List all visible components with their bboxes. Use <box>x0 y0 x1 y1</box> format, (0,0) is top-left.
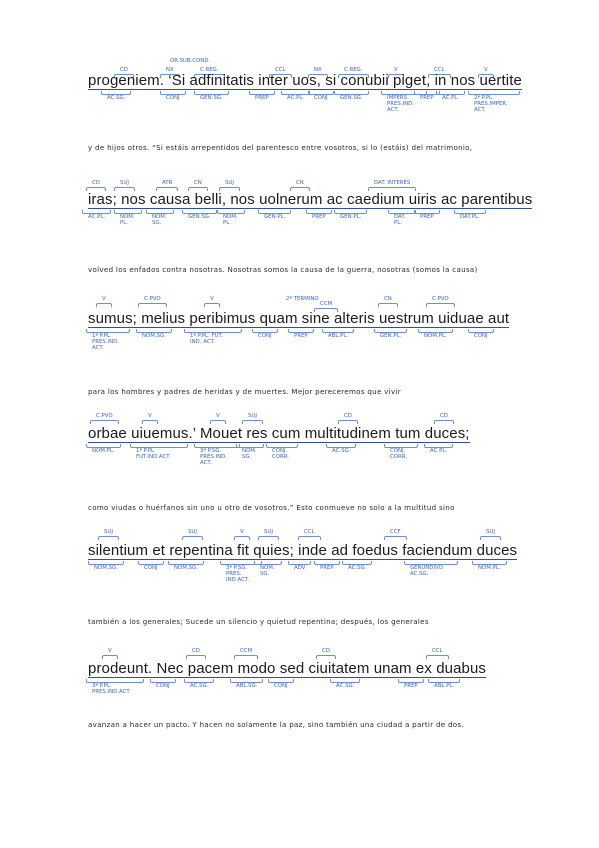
syntax-label: SUJ <box>486 529 495 535</box>
morph-label: CONJ. CORR. <box>272 448 292 460</box>
syntax-label: OR.SUB.COND. <box>170 58 211 64</box>
syntax-label: CD <box>344 413 352 419</box>
syntax-label: DAT. INTERÉS <box>374 180 411 186</box>
morph-label: CONJ <box>274 683 288 689</box>
spanish-translation: y de hijos otros. “Si estáis arrepentidos del parentesco entre vosotros, si lo (estáis) del matrimonio, <box>88 143 473 152</box>
morph-label: NOM.PL. <box>478 565 501 571</box>
latin-text-line <box>88 310 509 327</box>
morph-label: CONJ <box>144 565 158 571</box>
morph-label: IMPERS. PRES.IND. ACT. <box>387 95 421 113</box>
morph-label: NOM. PL. <box>120 214 135 226</box>
syntax-label: C.REG. <box>344 67 363 73</box>
morph-label: CONJ <box>474 333 488 339</box>
latin-sentence: prodeunt. Nec pacem modo sed ciuitatem unam ex duabus <box>88 660 487 677</box>
syntax-label: CCM <box>240 648 253 654</box>
morph-label: AC.SG. <box>332 448 351 454</box>
syntax-label: V <box>484 67 488 73</box>
morph-label: PREP <box>404 683 418 689</box>
syntax-label: CCL <box>304 529 315 535</box>
morph-label: NOM. SG. <box>152 214 167 226</box>
latin-text-line <box>88 72 522 89</box>
morph-label: NOM.SG. <box>174 565 198 571</box>
syntax-label: C.REG. <box>200 67 219 73</box>
morph-label: DAT. PL. <box>394 214 410 226</box>
syntax-label: C.PVO <box>144 296 161 302</box>
morph-label: CONJ. CORR. <box>390 448 412 460</box>
syntax-label: V <box>240 529 244 535</box>
morph-label: PREP <box>294 333 308 339</box>
morph-label: PREP <box>420 214 434 220</box>
syntax-label: CCM <box>320 301 333 307</box>
morph-label: NOM.SG. <box>142 333 166 339</box>
syntax-label: V <box>102 296 106 302</box>
syntax-label: SUJ <box>188 529 197 535</box>
syntax-label: CN <box>296 180 304 186</box>
syntax-label: SUJ <box>120 180 129 186</box>
syntax-label: CD <box>192 648 200 654</box>
morph-label: NOM. PL. <box>223 214 238 226</box>
morph-label: GEN.SG. <box>340 95 363 101</box>
morph-label: 2ª P.PL. PRES.IMPER. ACT. <box>474 95 514 113</box>
morph-label: AC.SG. <box>348 565 367 571</box>
morph-label: ABL.SG. <box>236 683 258 689</box>
latin-text-line <box>88 425 509 442</box>
morph-label: GEN.SG. <box>188 214 211 220</box>
syntax-label: V <box>108 648 112 654</box>
latin-sentence: iras; nos causa belli, nos uolnerum ac caedium uiris ac parentibus <box>88 191 533 208</box>
morph-label: NOM.PL. <box>92 448 115 454</box>
syntax-label: CCL <box>434 67 445 73</box>
morph-label: PREP <box>312 214 326 220</box>
syntax-label: NX <box>314 67 322 73</box>
morph-label: CONJ <box>156 683 170 689</box>
spanish-translation: avanzan a hacer un pacto. Y hacen no solamente la paz, sino también una ciudad a partir de dos. <box>88 720 464 729</box>
morph-label: ABL.PL. <box>328 333 349 339</box>
syntax-label: CD <box>322 648 330 654</box>
morph-label: AC.PL. <box>88 214 106 220</box>
spanish-translation: como viudas o huérfanos sin uno u otro de vosotros.” Esto conmueve no solo a la multitud sino <box>88 503 455 512</box>
morph-label: CONJ <box>258 333 272 339</box>
morph-label: ABL.PL. <box>434 683 455 689</box>
morph-label: AC.PL. <box>442 95 460 101</box>
latin-text-line <box>88 542 518 559</box>
syntax-label: 2º TÉRMINO <box>286 296 319 302</box>
syntax-label: C.PVO <box>96 413 113 419</box>
syntax-label: SUJ <box>104 529 113 535</box>
morph-label: PREP <box>320 565 334 571</box>
morph-label: AC.SG. <box>336 683 355 689</box>
spanish-translation: volved los enfados contra nosotras. Nosotras somos la causa de la guerra, nosotras (somos la causa) <box>88 265 478 274</box>
spanish-translation: para los hombres y padres de heridas y de muertes. Mejor pereceremos que vivir <box>88 387 401 396</box>
morph-label: 3ª P.PL. PRES.IND.ACT. <box>92 683 138 695</box>
morph-label: NOM.SG. <box>94 565 118 571</box>
latin-text-line <box>88 660 509 677</box>
syntax-label: V <box>216 413 220 419</box>
morph-label: AC.PL. <box>430 448 448 454</box>
syntax-label: CCL <box>275 67 286 73</box>
morph-label: 3ª P.SG. PRES.IND. ACT. <box>200 448 234 466</box>
syntax-label: CD <box>440 413 448 419</box>
latin-sentence: orbae uiuemus.’ Mouet res cum multitudinem tum duces; <box>88 425 470 442</box>
syntax-label: SUJ <box>225 180 234 186</box>
morph-label: CONJ <box>314 95 328 101</box>
morph-label: PREP <box>255 95 269 101</box>
morph-label: PREP <box>420 95 434 101</box>
syntax-label: CCF <box>390 529 401 535</box>
morph-label: 1ª P.PL. FUT. IND. ACT. <box>190 333 236 345</box>
morph-label: 1ª P.PL. PRES.IND. ACT. <box>92 333 124 351</box>
morph-label: AC.SG. <box>107 95 126 101</box>
morph-label: ADV <box>294 565 306 571</box>
morph-label: AC.SG. <box>190 683 209 689</box>
syntax-label: ATR <box>162 180 173 186</box>
syntax-label: CN <box>384 296 392 302</box>
syntax-label: CD <box>92 180 100 186</box>
syntax-label: V <box>210 296 214 302</box>
morph-label: CONJ <box>166 95 180 101</box>
morph-label: GEN.PL. <box>264 214 286 220</box>
syntax-label: C.PVO <box>432 296 449 302</box>
spanish-translation: también a los generales; Sucede un silencio y quietud repentina; después, los generales <box>88 617 429 626</box>
morph-label: 1ª P.PL. FUT.IND.ACT. <box>136 448 182 460</box>
syntax-label: V <box>148 413 152 419</box>
morph-label: NOM. SG. <box>242 448 257 460</box>
syntax-label: CD <box>120 67 128 73</box>
morph-label: NOM. SG. <box>260 565 275 577</box>
syntax-label: CCL <box>432 648 443 654</box>
morph-label: NOM.PL. <box>424 333 447 339</box>
syntax-label: SUJ <box>264 529 273 535</box>
latin-text-line <box>88 191 533 208</box>
morph-label: AC.PL. <box>287 95 305 101</box>
morph-label: GEN.SG. <box>200 95 223 101</box>
morph-label: DAT.PL. <box>460 214 480 220</box>
syntax-label: CN <box>194 180 202 186</box>
syntax-label: SUJ <box>248 413 257 419</box>
morph-label: GERUNDIVO AC.SG. <box>410 565 452 577</box>
latin-sentence: sumus; melius peribimus quam sine alteris uestrum uiduae aut <box>88 310 510 327</box>
syntax-label: V <box>394 67 398 73</box>
syntax-label: NX <box>166 67 174 73</box>
latin-sentence: progeniem. ‘Si adfinitatis inter uos, si conubii piget, in nos uertite <box>88 72 522 89</box>
latin-sentence: silentium et repentina fit quies; inde ad foedus faciendum duces <box>88 542 518 559</box>
morph-label: 3ª P.SG. PRES. IND.ACT. <box>226 565 256 583</box>
morph-label: GEN.PL. <box>380 333 402 339</box>
morph-label: GEN.PL. <box>340 214 362 220</box>
